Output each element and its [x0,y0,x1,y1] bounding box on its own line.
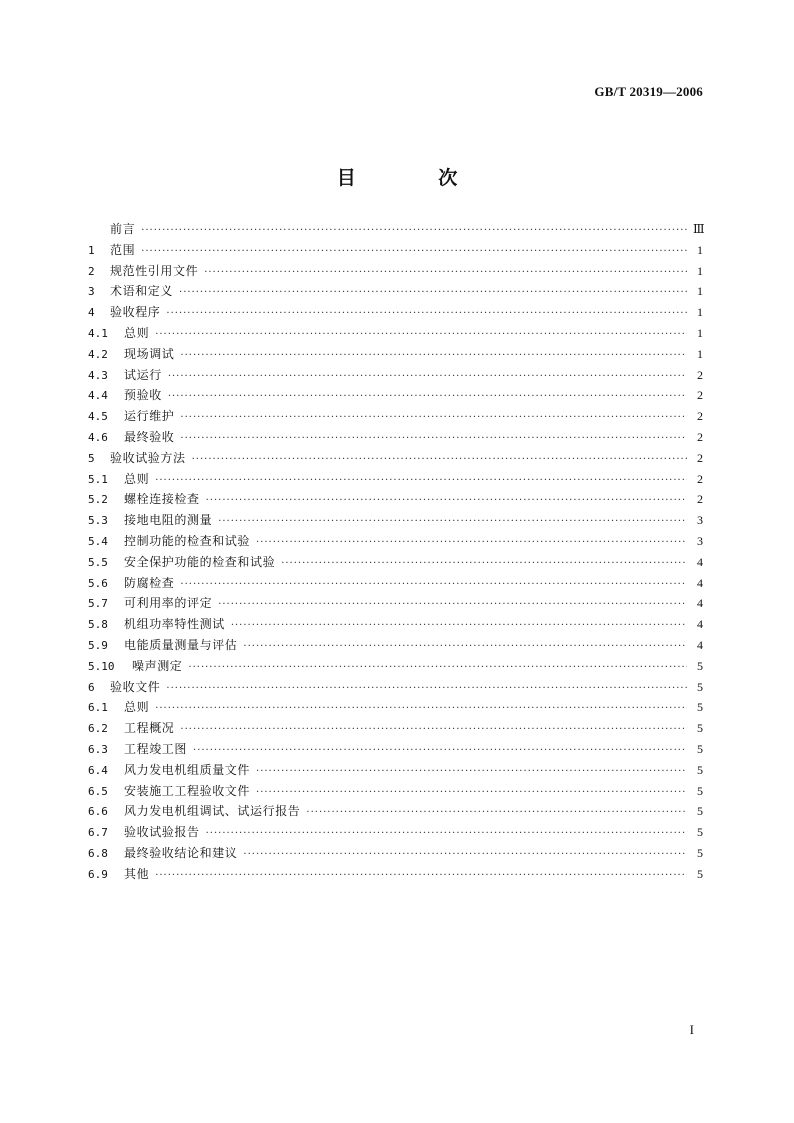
toc-entry-page: 5 [697,804,703,819]
toc-leader-dots [166,679,687,700]
toc-entry-number: 6.2 [88,722,108,736]
toc-entry[interactable] [88,240,703,261]
toc-leader-dots [168,367,687,388]
toc-entry[interactable] [88,219,703,240]
toc-entry[interactable] [88,365,703,386]
toc-entry-title: 试运行 [124,367,162,382]
toc-entry[interactable] [88,552,703,573]
toc-entry-number: 6.6 [88,805,108,819]
toc-entry[interactable] [88,656,703,677]
toc-leader-dots [193,741,687,762]
toc-entry-number: 5.6 [88,576,108,590]
toc-leader-dots [306,803,687,824]
toc-entry-number: 6 [88,680,95,694]
toc-entry-page: 4 [697,575,703,590]
toc-entry-number: 5.10 [88,659,115,673]
toc-entry-title: 安装施工工程验收文件 [124,783,251,798]
toc-entry[interactable] [88,593,703,614]
toc-entry-title: 控制功能的检查和试验 [124,533,251,548]
toc-entry-number: 4.4 [88,389,108,403]
toc-leader-dots [231,616,687,637]
toc-entry-page: 3 [697,533,703,548]
toc-entry[interactable] [88,385,703,406]
toc-entry-title: 术语和定义 [110,284,174,299]
toc-entry-number: 4.1 [88,326,108,340]
toc-entry-number: 6.8 [88,846,108,860]
toc-entry-page: 4 [697,596,703,611]
toc-leader-dots [188,658,687,679]
toc-entry[interactable] [88,469,703,490]
toc-entry[interactable] [88,822,703,843]
toc-entry-number: 5.9 [88,638,108,652]
toc-entry[interactable] [88,801,703,822]
toc-entry[interactable] [88,677,703,698]
toc-entry-number: 4.6 [88,430,108,444]
toc-leader-dots [180,720,687,741]
toc-leader-dots [155,325,687,346]
toc-entry-title: 工程概况 [124,721,175,736]
toc-leader-dots [179,283,687,304]
toc-entry[interactable] [88,510,703,531]
toc-entry-number: 6.4 [88,763,108,777]
toc-entry-title: 预验收 [124,388,162,403]
toc-entry[interactable] [88,635,703,656]
toc-entry[interactable] [88,427,703,448]
toc-entry-title: 验收程序 [110,305,161,320]
toc-entry[interactable] [88,864,703,885]
toc-leader-dots [281,554,687,575]
toc-entry-title: 防腐检查 [124,575,175,590]
toc-entry-title: 范围 [110,242,136,257]
toc-entry-page: 5 [697,700,703,715]
toc-entry-number: 3 [88,285,95,299]
toc-entry-number: 6.5 [88,784,108,798]
toc-entry-page: 2 [697,492,703,507]
toc-entry-number: 4.2 [88,347,108,361]
toc-entry-page: 1 [697,305,703,320]
toc-entry-title: 规范性引用文件 [110,263,199,278]
toc-entry-page: 5 [697,762,703,777]
toc-entry-page: 2 [697,450,703,465]
toc-entry-page: 5 [697,845,703,860]
toc-leader-dots [204,263,687,284]
toc-entry-page: 1 [697,346,703,361]
toc-entry-title: 工程竣工图 [124,741,188,756]
toc-entry[interactable] [88,531,703,552]
toc-leader-dots [206,824,687,845]
toc-leader-dots [180,429,687,450]
toc-entry[interactable] [88,760,703,781]
toc-entry-number: 5.3 [88,514,108,528]
toc-leader-dots [155,471,687,492]
toc-entry[interactable] [88,781,703,802]
toc-entry[interactable] [88,448,703,469]
toc-entry-page: 3 [697,513,703,528]
toc-entry-page: 2 [697,409,703,424]
toc-entry-number: 5.5 [88,555,108,569]
toc-leader-dots [243,637,687,658]
toc-entry-page: 1 [697,263,703,278]
toc-entry[interactable] [88,302,703,323]
toc-entry[interactable] [88,718,703,739]
toc-entry-page: 5 [697,783,703,798]
toc-entry[interactable] [88,697,703,718]
toc-leader-dots [256,762,687,783]
toc-entry-page: 5 [697,679,703,694]
toc-entry-number: 1 [88,243,95,257]
toc-entry-number: 5.1 [88,472,108,486]
toc-leader-dots [155,866,687,887]
toc-entry-title: 电能质量测量与评估 [124,637,238,652]
toc-entry-number: 6.3 [88,742,108,756]
page-number: I [689,1022,694,1037]
toc-entry-number: 5.4 [88,534,108,548]
toc-entry-title: 验收试验报告 [124,825,200,840]
toc-leader-dots [141,242,687,263]
toc-entry[interactable] [88,344,703,365]
toc-entry-number: 4.5 [88,410,108,424]
toc-leader-dots [180,575,687,596]
toc-entry-page: 1 [697,242,703,257]
toc-entry[interactable] [88,843,703,864]
toc-entry[interactable] [88,281,703,302]
toc-entry-page: 4 [697,637,703,652]
toc-entry-page: 2 [697,388,703,403]
toc-entry-page: 5 [697,721,703,736]
toc-entry-title: 总则 [124,471,150,486]
toc-entry-number: 4 [88,306,95,320]
toc-leader-dots [180,346,687,367]
toc-entry-title: 运行维护 [124,409,175,424]
page-title: 目 次 [336,166,496,189]
toc-entry-title: 风力发电机组调试、试运行报告 [124,804,301,819]
toc-entry-page: 5 [697,741,703,756]
toc-leader-dots [166,304,687,325]
toc-entry-number: 5 [88,451,95,465]
toc-entry-page: 1 [697,284,703,299]
toc-entry-title: 验收文件 [110,679,161,694]
toc-entry[interactable] [88,323,703,344]
toc-entry-page: 5 [697,658,703,673]
toc-entry-number: 5.8 [88,618,108,632]
toc-entry-title: 验收试验方法 [110,450,186,465]
toc-entry-page: 2 [697,471,703,486]
toc-entry[interactable] [88,406,703,427]
toc-entry[interactable] [88,614,703,635]
toc-entry-number: 6.9 [88,867,108,881]
toc-entry-title: 噪声测定 [132,658,183,673]
toc-leader-dots [256,533,687,554]
toc-entry-title: 现场调试 [124,346,175,361]
toc-entry-page: 4 [697,617,703,632]
toc-entry-number: 6.7 [88,826,108,840]
toc-leader-dots [141,221,687,242]
toc-entry-number: 4.3 [88,368,108,382]
toc-entry-number: 2 [88,264,95,278]
table-of-contents [88,219,703,885]
toc-entry-title: 最终验收 [124,429,175,444]
toc-entry-title: 风力发电机组质量文件 [124,762,251,777]
toc-entry-title: 可利用率的评定 [124,596,213,611]
toc-entry-title: 其他 [124,866,150,881]
toc-entry-title: 接地电阻的测量 [124,513,213,528]
toc-entry-page: 5 [697,825,703,840]
toc-leader-dots [155,699,687,720]
toc-entry-title: 前言 [110,222,136,236]
toc-entry-title: 螺栓连接检查 [124,492,200,507]
toc-entry-page: 5 [697,866,703,881]
toc-entry-page: 1 [697,325,703,340]
toc-entry-title: 最终验收结论和建议 [124,845,238,860]
toc-entry-number: 5.2 [88,493,108,507]
toc-entry-number: 6.1 [88,701,108,715]
toc-leader-dots [180,408,687,429]
toc-entry-title: 总则 [124,700,150,715]
toc-entry[interactable] [88,739,703,760]
toc-leader-dots [206,491,687,512]
toc-leader-dots [218,512,687,533]
toc-entry-page: Ⅲ [693,222,705,236]
toc-entry-page: 2 [697,429,703,444]
toc-leader-dots [256,783,687,804]
toc-entry-page: 4 [697,554,703,569]
toc-entry-number: 5.7 [88,597,108,611]
toc-entry[interactable] [88,261,703,282]
toc-entry-page: 2 [697,367,703,382]
standard-number: GB/T 20319—2006 [594,84,703,99]
toc-leader-dots [192,450,687,471]
toc-entry[interactable] [88,573,703,594]
toc-leader-dots [168,387,687,408]
toc-entry-title: 机组功率特性测试 [124,617,225,632]
toc-entry[interactable] [88,489,703,510]
toc-leader-dots [218,595,687,616]
toc-entry-title: 总则 [124,325,150,340]
toc-leader-dots [243,845,687,866]
toc-entry-title: 安全保护功能的检查和试验 [124,554,276,569]
